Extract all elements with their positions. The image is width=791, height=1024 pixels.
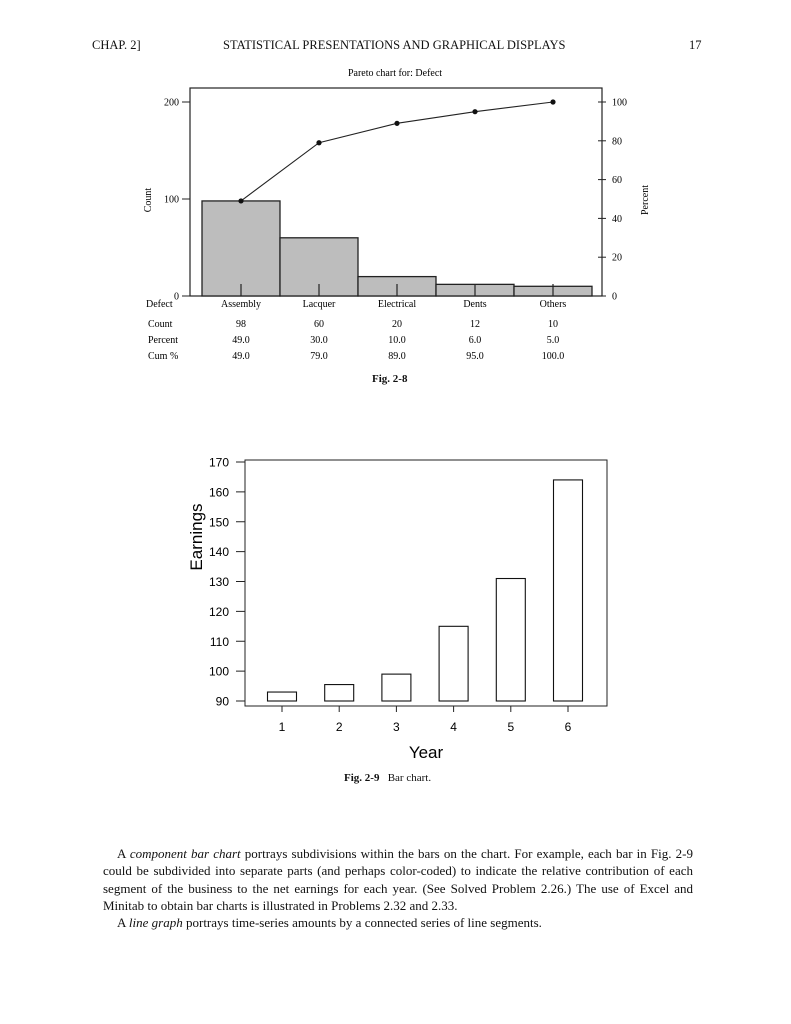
pareto-chart-title: Pareto chart for: Defect bbox=[347, 68, 443, 79]
pareto-cum-point-4 bbox=[472, 109, 477, 114]
pareto-left-tick-label: 100 bbox=[164, 194, 179, 206]
page-number: 17 bbox=[689, 38, 702, 52]
earnings-bar-year-3 bbox=[382, 674, 411, 701]
pareto-category-label: Lacquer bbox=[302, 299, 336, 310]
figure-2-9-caption: Fig. 2-9 Bar chart. bbox=[344, 772, 432, 784]
pareto-table-cell: 20 bbox=[392, 319, 402, 330]
earnings-x-tick-label: 4 bbox=[450, 720, 457, 734]
pareto-table-cell: 95.0 bbox=[466, 351, 484, 362]
earnings-x-tick-label: 6 bbox=[564, 720, 572, 734]
earnings-bar-year-4 bbox=[439, 626, 468, 701]
earnings-y-tick-label: 120 bbox=[208, 604, 229, 619]
pareto-table-cell: 30.0 bbox=[310, 335, 328, 346]
pareto-table-row-label: Count bbox=[148, 319, 173, 330]
earnings-x-tick-label: 1 bbox=[278, 720, 286, 734]
pareto-table-cell: 89.0 bbox=[388, 351, 406, 362]
pareto-table-cell: 10.0 bbox=[388, 335, 406, 346]
pareto-category-label: Electrical bbox=[377, 299, 417, 310]
pareto-cum-point-1 bbox=[238, 198, 243, 203]
earnings-bar-year-6 bbox=[554, 480, 583, 701]
paragraph-line-graph: A line graph portrays time-series amounts by a connected series of line segments. bbox=[117, 915, 542, 931]
pareto-table-cell: 49.0 bbox=[232, 351, 250, 362]
earnings-y-tick-label: 110 bbox=[209, 634, 229, 649]
pareto-table-row-label: Cum % bbox=[148, 351, 179, 362]
running-header-chapter: CHAP. 2] bbox=[92, 38, 141, 52]
pareto-cum-point-5 bbox=[550, 99, 555, 104]
pareto-right-tick-label: 80 bbox=[612, 136, 622, 148]
pareto-table-cell: 98 bbox=[236, 319, 246, 330]
earnings-plot-frame bbox=[245, 460, 607, 706]
earnings-y-axis-label: Earnings bbox=[187, 503, 206, 571]
pareto-table-cell: 5.0 bbox=[546, 335, 560, 346]
pareto-right-y-axis-label: Percent bbox=[640, 185, 651, 215]
paragraph-component-bar-chart: A component bar chart portrays subdivisions within the bars on the chart. For example, each bar in Fig. 2-9 could be subdivided into separate parts (and perhaps color-coded) to indicate the relative contribution of each segment of the business to the net earnings for each year. (See Solved Problem 2.26.) The use of Excel and Minitab to obtain bar charts is illustrated in Problems 2.32 and 2.33. bbox=[103, 846, 693, 913]
pareto-table-row-label: Percent bbox=[148, 335, 178, 346]
pareto-category-label: Dents bbox=[463, 299, 487, 310]
pareto-cumulative-line bbox=[241, 102, 553, 201]
earnings-bar-year-1 bbox=[268, 692, 297, 701]
figure-2-8-caption: Fig. 2-8 bbox=[372, 373, 408, 385]
running-header-title: STATISTICAL PRESENTATIONS AND GRAPHICAL DISPLAYS bbox=[223, 38, 566, 52]
earnings-y-tick-label: 140 bbox=[208, 545, 229, 560]
pareto-left-tick-label: 200 bbox=[164, 97, 179, 109]
pareto-table-cell: 49.0 bbox=[232, 335, 250, 346]
pareto-bar-assembly bbox=[202, 201, 280, 296]
earnings-bar-chart bbox=[0, 450, 791, 770]
pareto-y-axis-label: Count bbox=[143, 187, 154, 213]
earnings-x-tick-label: 2 bbox=[335, 720, 343, 734]
earnings-y-tick-label: 100 bbox=[208, 664, 229, 679]
pareto-category-label: Others bbox=[539, 299, 567, 310]
pareto-category-label: Assembly bbox=[221, 299, 261, 310]
pareto-table-cell: 79.0 bbox=[310, 351, 328, 362]
earnings-y-tick-label: 170 bbox=[208, 455, 229, 470]
pareto-cum-point-2 bbox=[316, 140, 321, 145]
pareto-table-cell: 100.0 bbox=[541, 351, 565, 362]
earnings-y-tick-label: 160 bbox=[208, 485, 229, 500]
pareto-left-tick-label: 0 bbox=[174, 291, 179, 303]
earnings-x-tick-label: 3 bbox=[393, 720, 400, 734]
pareto-table-cell: 60 bbox=[314, 319, 324, 330]
pareto-table-cell: 12 bbox=[470, 319, 480, 330]
pareto-chart bbox=[0, 60, 791, 400]
earnings-bar-year-5 bbox=[496, 579, 525, 701]
pareto-table-row-header: Defect bbox=[146, 299, 173, 310]
pareto-right-tick-label: 0 bbox=[612, 291, 617, 303]
earnings-y-tick-label: 130 bbox=[208, 575, 229, 589]
earnings-y-tick-label: 90 bbox=[215, 694, 229, 709]
earnings-bar-year-2 bbox=[325, 685, 354, 701]
pareto-right-tick-label: 60 bbox=[612, 175, 622, 187]
earnings-x-axis-label: Year bbox=[408, 743, 444, 762]
earnings-y-tick-label: 150 bbox=[208, 515, 229, 530]
pareto-right-tick-label: 100 bbox=[612, 97, 627, 109]
pareto-right-tick-label: 20 bbox=[612, 252, 622, 264]
pareto-table-cell: 6.0 bbox=[468, 335, 482, 346]
earnings-x-tick-label: 5 bbox=[507, 720, 515, 734]
pareto-cum-point-3 bbox=[394, 121, 399, 126]
body-text bbox=[103, 845, 693, 931]
pareto-right-tick-label: 40 bbox=[612, 213, 622, 225]
pareto-table-cell: 10 bbox=[548, 319, 558, 330]
